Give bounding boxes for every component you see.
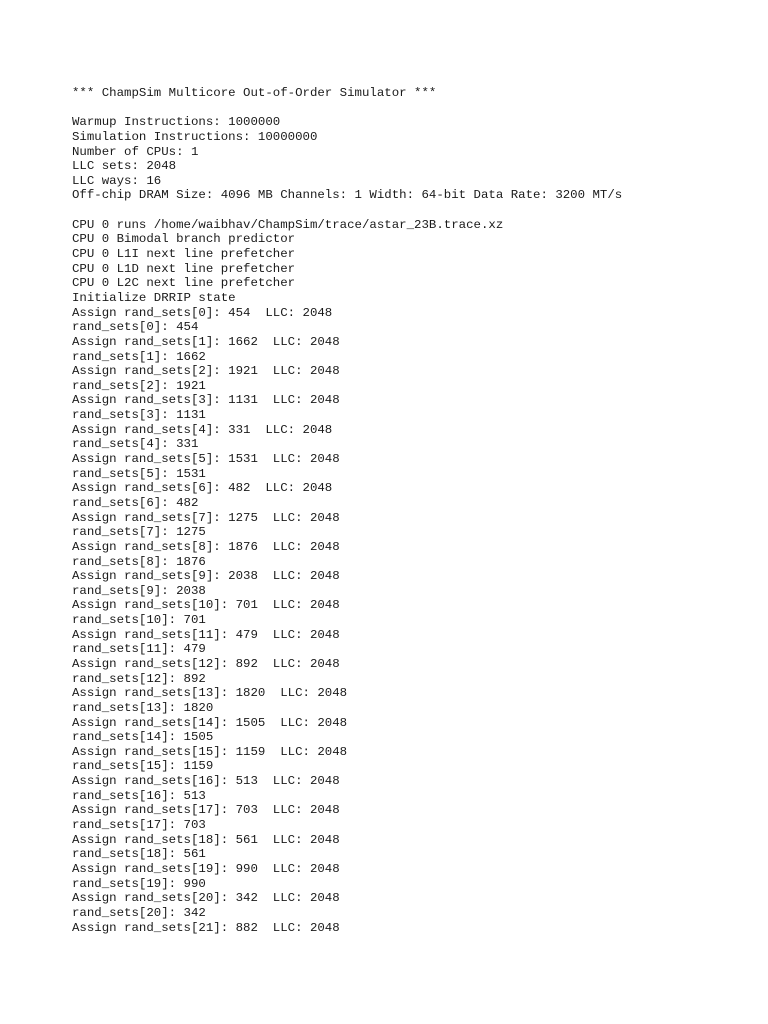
log-line: rand_sets[6]: 482 [72, 495, 199, 510]
log-line: rand_sets[13]: 1820 [72, 700, 214, 715]
log-line: Assign rand_sets[11]: 479 LLC: 2048 [72, 627, 340, 642]
log-line: Assign rand_sets[10]: 701 LLC: 2048 [72, 598, 340, 613]
log-line: Assign rand_sets[4]: 331 LLC: 2048 [72, 422, 333, 437]
log-line: rand_sets[3]: 1131 [72, 408, 206, 423]
config-line: Off-chip DRAM Size: 4096 MB Channels: 1 Width: 64-bit Data Rate: 3200 MT/s [72, 188, 623, 203]
config-line: LLC sets: 2048 [72, 159, 177, 174]
log-line: Assign rand_sets[5]: 1531 LLC: 2048 [72, 452, 340, 467]
log-line: rand_sets[1]: 1662 [72, 349, 206, 364]
log-line: Assign rand_sets[16]: 513 LLC: 2048 [72, 774, 340, 789]
log-line: Assign rand_sets[13]: 1820 LLC: 2048 [72, 686, 348, 701]
log-line: rand_sets[9]: 2038 [72, 583, 206, 598]
log-line: rand_sets[19]: 990 [72, 876, 206, 891]
log-line: rand_sets[20]: 342 [72, 905, 206, 920]
log-line: Assign rand_sets[15]: 1159 LLC: 2048 [72, 744, 348, 759]
log-line: Assign rand_sets[1]: 1662 LLC: 2048 [72, 334, 340, 349]
log-line: Assign rand_sets[0]: 454 LLC: 2048 [72, 305, 333, 320]
config-line: Simulation Instructions: 10000000 [72, 129, 318, 144]
log-line: CPU 0 L2C next line prefetcher [72, 276, 296, 291]
log-line: Assign rand_sets[3]: 1131 LLC: 2048 [72, 393, 340, 408]
log-line: rand_sets[16]: 513 [72, 788, 206, 803]
log-line: Assign rand_sets[2]: 1921 LLC: 2048 [72, 364, 340, 379]
log-line: Assign rand_sets[19]: 990 LLC: 2048 [72, 861, 340, 876]
blank-line [72, 203, 752, 218]
log-line: Assign rand_sets[20]: 342 LLC: 2048 [72, 891, 340, 906]
simulator-output [72, 86, 752, 935]
log-line: rand_sets[4]: 331 [72, 437, 199, 452]
log-line: rand_sets[11]: 479 [72, 642, 206, 657]
config-line: LLC ways: 16 [72, 173, 162, 188]
log-line: CPU 0 L1D next line prefetcher [72, 261, 296, 276]
config-line: Number of CPUs: 1 [72, 144, 199, 159]
log-line: Initialize DRRIP state [72, 290, 236, 305]
log-line: Assign rand_sets[21]: 882 LLC: 2048 [72, 920, 340, 935]
log-line: rand_sets[2]: 1921 [72, 378, 206, 393]
config-line: Warmup Instructions: 1000000 [72, 115, 281, 130]
log-line: Assign rand_sets[12]: 892 LLC: 2048 [72, 656, 340, 671]
log-line: CPU 0 runs /home/waibhav/ChampSim/trace/astar_23B.trace.xz [72, 217, 504, 232]
log-line: rand_sets[17]: 703 [72, 818, 206, 833]
log-line: CPU 0 L1I next line prefetcher [72, 247, 296, 262]
log-line: rand_sets[12]: 892 [72, 671, 206, 686]
log-line: rand_sets[8]: 1876 [72, 554, 206, 569]
log-line: Assign rand_sets[8]: 1876 LLC: 2048 [72, 539, 340, 554]
log-line: Assign rand_sets[17]: 703 LLC: 2048 [72, 803, 340, 818]
log-line: rand_sets[18]: 561 [72, 847, 206, 862]
log-line: rand_sets[0]: 454 [72, 320, 199, 335]
log-line: Assign rand_sets[14]: 1505 LLC: 2048 [72, 715, 348, 730]
log-line: Assign rand_sets[6]: 482 LLC: 2048 [72, 481, 333, 496]
log-line: rand_sets[14]: 1505 [72, 730, 214, 745]
log-line: rand_sets[7]: 1275 [72, 525, 206, 540]
log-line: rand_sets[10]: 701 [72, 613, 206, 628]
log-line: rand_sets[15]: 1159 [72, 759, 214, 774]
blank-line [72, 101, 752, 116]
log-line: Assign rand_sets[18]: 561 LLC: 2048 [72, 832, 340, 847]
log-block [72, 218, 752, 935]
log-line: Assign rand_sets[7]: 1275 LLC: 2048 [72, 510, 340, 525]
output-title: *** ChampSim Multicore Out-of-Order Simulator *** [72, 86, 437, 100]
log-line: Assign rand_sets[9]: 2038 LLC: 2048 [72, 569, 340, 584]
log-line: rand_sets[5]: 1531 [72, 466, 206, 481]
config-block [72, 115, 752, 203]
log-line: CPU 0 Bimodal branch predictor [72, 232, 296, 247]
